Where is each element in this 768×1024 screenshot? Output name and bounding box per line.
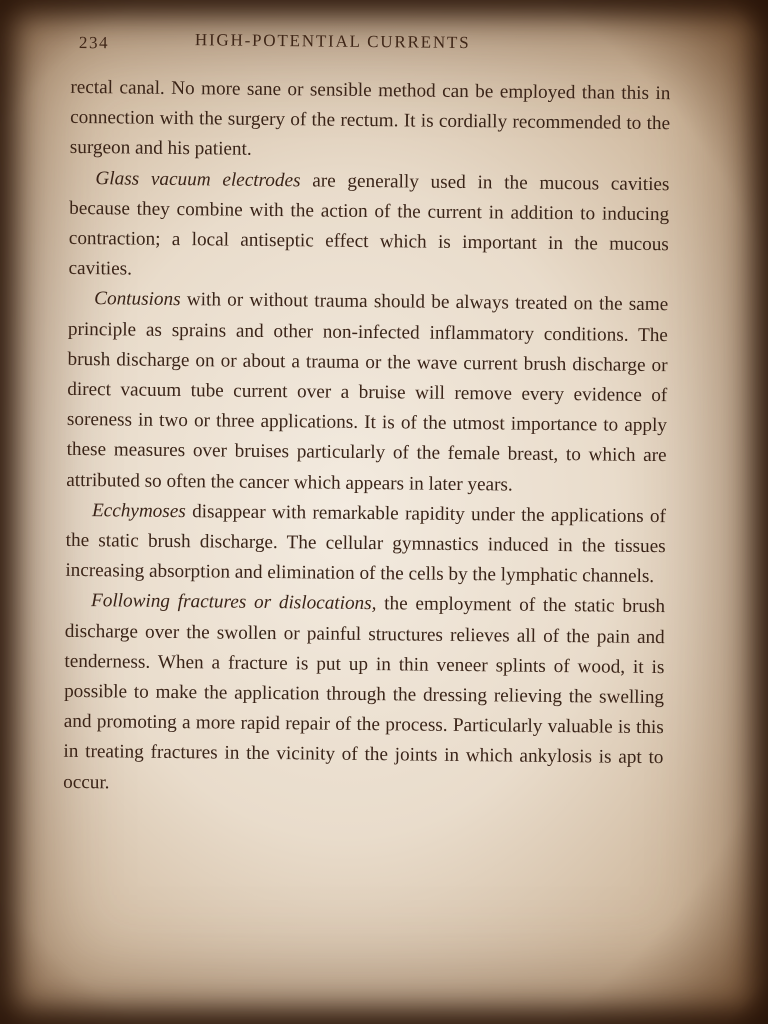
paragraph-glass-vacuum-electrodes	[68, 163, 669, 290]
body-text	[63, 73, 671, 804]
paragraph-ecchymoses	[65, 496, 666, 593]
paragraph-fractures	[63, 586, 665, 804]
paragraph-text: are generally used in the mucous cavities because they combine with the action of the current in addition to inducing contraction; a local antiseptic effect which is important in the mucous cavities.	[68, 169, 670, 280]
book-page	[61, 23, 671, 1004]
paragraph-contusions	[66, 284, 668, 502]
paragraph-lead: Glass vacuum electrodes	[95, 167, 301, 191]
running-title: HIGH-POTENTIAL CURRENTS	[194, 30, 471, 53]
paragraph-rectal	[70, 73, 671, 170]
running-head	[71, 23, 671, 63]
paragraph-lead: Following fractures or dislocations,	[90, 590, 377, 615]
page-number: 234	[78, 32, 110, 53]
paragraph-text: disappear with remarkable rapidity under the applications of the static brush discharge. The cellular gymnastics induced in the tissues increasing absorption and elimination of the cells by the lymphatic channels.	[65, 500, 667, 588]
paragraph-lead: Contusions	[94, 288, 181, 311]
paragraph-text: the employment of the static brush discharge over the swollen or painful structures relieves all of the pain and tenderness. When a fracture is put up in thin veneer splints of wood, it is possible to make the application through the dressing relieving the swelling and promoting a more rapid repair of the process. Particularly valuable is this in treating fractures in the vicinity of the joints in which ankylosis is apt to occur.	[63, 593, 666, 794]
paragraph-text: with or without trauma should be always treated on the same principle as sprains and other non-infected inflammatory conditions. The brush discharge on or about a trauma or the wave current brush discharge or direct vacuum tube current over a bruise will remove every evidence of soreness in two or three applications. It is of the utmost importance to apply these measures over bruises particularly of the female breast, to which are attributed so often the cancer which appears in later years.	[66, 289, 669, 496]
paragraph-lead: Ecchymoses	[91, 499, 186, 522]
paragraph-text: rectal canal. No more sane or sensible method can be employed than this in connection with the surgery of the rectum. It is cordially recommended to the surgeon and his patient.	[69, 76, 671, 161]
